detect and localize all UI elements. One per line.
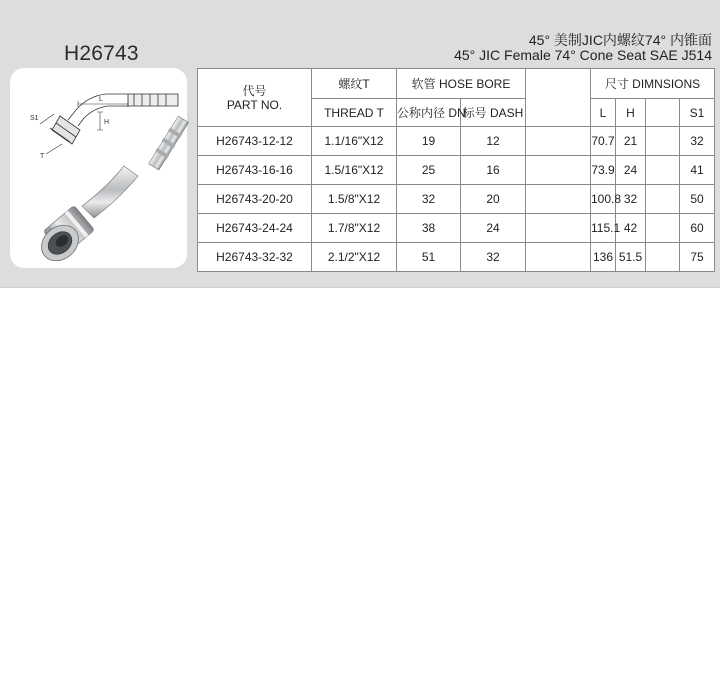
product-title-english: 45° JIC Female 74° Cone Seat SAE J514 <box>454 47 712 63</box>
table-row <box>198 185 715 214</box>
cell-dash: 32 <box>461 243 526 272</box>
product-title-chinese: 45° 美制JIC内螺纹74° 内锥面 <box>528 32 712 48</box>
table-row <box>198 243 715 272</box>
header-part-number <box>198 69 312 127</box>
cell-dim-blank <box>646 214 680 243</box>
cell-dash: 12 <box>461 127 526 156</box>
cell-part: H26743-16-16 <box>198 156 312 185</box>
cell-dash: 20 <box>461 185 526 214</box>
dimension-label-t: T <box>40 153 45 160</box>
cell-h: 24 <box>616 156 646 185</box>
dimension-label-l: L <box>99 96 103 103</box>
product-panel <box>0 0 720 288</box>
header-s1: S1 <box>680 99 715 127</box>
cell-dn: 19 <box>397 127 461 156</box>
header-dn: 公称内径 DN <box>397 99 461 127</box>
cell-thread: 2.1/2"X12 <box>312 243 397 272</box>
cell-l: 70.7 <box>591 127 616 156</box>
cell-thread: 1.5/16"X12 <box>312 156 397 185</box>
header-thread-cn: 螺纹T <box>312 69 397 99</box>
cell-dim-blank <box>646 127 680 156</box>
cell-h: 21 <box>616 127 646 156</box>
cell-l: 73.9 <box>591 156 616 185</box>
cell-l: 115.1 <box>591 214 616 243</box>
cell-thread: 1.1/16"X12 <box>312 127 397 156</box>
cell-blank <box>526 156 591 185</box>
fitting-illustration <box>10 68 187 268</box>
table-row <box>198 214 715 243</box>
header-part-en: PART NO. <box>226 97 283 112</box>
header-dash: 标号 DASH <box>461 99 526 127</box>
specification-table <box>197 68 715 272</box>
dimension-label-s1: S1 <box>30 115 39 122</box>
cell-s1: 41 <box>680 156 715 185</box>
cell-s1: 50 <box>680 185 715 214</box>
cell-l: 100.8 <box>591 185 616 214</box>
cell-s1: 75 <box>680 243 715 272</box>
cell-s1: 32 <box>680 127 715 156</box>
cell-h: 32 <box>616 185 646 214</box>
product-image-card <box>10 68 187 268</box>
cell-dash: 16 <box>461 156 526 185</box>
cell-part: H26743-32-32 <box>198 243 312 272</box>
cell-dash: 24 <box>461 214 526 243</box>
cell-dn: 51 <box>397 243 461 272</box>
header-part-cn: 代号 <box>242 83 267 98</box>
cell-dim-blank <box>646 185 680 214</box>
header-hose-bore: 软管 HOSE BORE <box>397 69 526 99</box>
fitting-photo <box>34 116 189 269</box>
cell-part: H26743-20-20 <box>198 185 312 214</box>
cell-part: H26743-12-12 <box>198 127 312 156</box>
cell-dim-blank <box>646 243 680 272</box>
cell-blank <box>526 127 591 156</box>
header-dim-blank <box>646 99 680 127</box>
table-row <box>198 127 715 156</box>
dimension-label-h: H <box>104 119 110 126</box>
cell-dn: 38 <box>397 214 461 243</box>
cell-part: H26743-24-24 <box>198 214 312 243</box>
cell-blank <box>526 214 591 243</box>
cell-h: 42 <box>616 214 646 243</box>
cell-dim-blank <box>646 156 680 185</box>
cell-dn: 25 <box>397 156 461 185</box>
header-h: H <box>616 99 646 127</box>
header-row-1 <box>198 69 715 99</box>
product-model: H26743 <box>64 42 139 65</box>
cell-blank <box>526 243 591 272</box>
cell-blank <box>526 185 591 214</box>
header-dimensions: 尺寸 DIMNSIONS <box>591 69 715 99</box>
cell-dn: 32 <box>397 185 461 214</box>
cell-l: 136 <box>591 243 616 272</box>
cell-thread: 1.5/8"X12 <box>312 185 397 214</box>
cell-s1: 60 <box>680 214 715 243</box>
header-thread-en: THREAD T <box>312 99 397 127</box>
header-blank <box>526 69 591 127</box>
header-l: L <box>591 99 616 127</box>
cell-thread: 1.7/8"X12 <box>312 214 397 243</box>
cell-h: 51.5 <box>616 243 646 272</box>
table-row <box>198 156 715 185</box>
